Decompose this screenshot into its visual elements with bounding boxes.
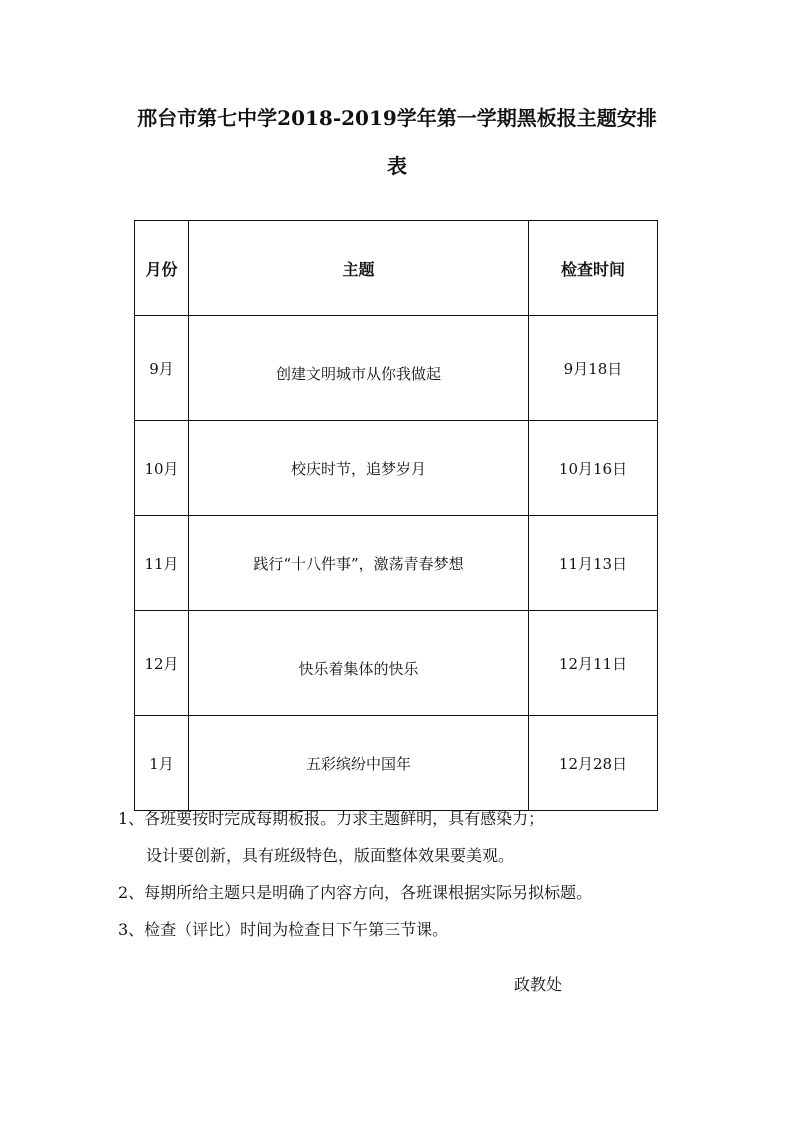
cell-date: 12月28日 (529, 716, 658, 811)
note-item: 3、检查（评比）时间为检查日下午第三节课。 (118, 920, 449, 939)
header-month: 月份 (135, 221, 189, 316)
cell-date: 9月18日 (529, 316, 658, 421)
table-header-row (135, 221, 658, 316)
table-row (135, 421, 658, 516)
cell-date: 12月11日 (529, 611, 658, 716)
table-row (135, 516, 658, 611)
note-item: 2、每期所给主题只是明确了内容方向，各班课根据实际另拟标题。 (118, 883, 593, 902)
table-row (135, 611, 658, 716)
cell-theme: 践行“十八件事”，激荡青春梦想 (189, 516, 529, 611)
cell-theme: 创建文明城市从你我做起 (189, 316, 529, 421)
cell-month: 9月 (135, 316, 189, 421)
cell-month: 11月 (135, 516, 189, 611)
header-theme: 主题 (189, 221, 529, 316)
cell-month: 1月 (135, 716, 189, 811)
title-line-2: 表 (387, 154, 407, 178)
title-line-1: 邢台市第七中学2018-2019学年第一学期黑板报主题安排 (137, 106, 657, 130)
issuing-office: 政教处 (514, 975, 563, 994)
cell-theme: 五彩缤纷中国年 (189, 716, 529, 811)
notes-section (118, 800, 698, 948)
cell-theme: 快乐着集体的快乐 (189, 611, 529, 716)
cell-month: 12月 (135, 611, 189, 716)
note-item: 1、各班要按时完成每期板报。力求主题鲜明，具有感染力； (118, 809, 545, 828)
cell-month: 10月 (135, 421, 189, 516)
table-row (135, 716, 658, 811)
note-item: 设计要创新，具有班级特色，版面整体效果要美观。 (146, 846, 515, 865)
cell-theme: 校庆时节，追梦岁月 (189, 421, 529, 516)
header-check-date: 检查时间 (529, 221, 658, 316)
schedule-table (134, 220, 658, 811)
document-title (120, 94, 674, 190)
cell-date: 11月13日 (529, 516, 658, 611)
cell-date: 10月16日 (529, 421, 658, 516)
table-row (135, 316, 658, 421)
